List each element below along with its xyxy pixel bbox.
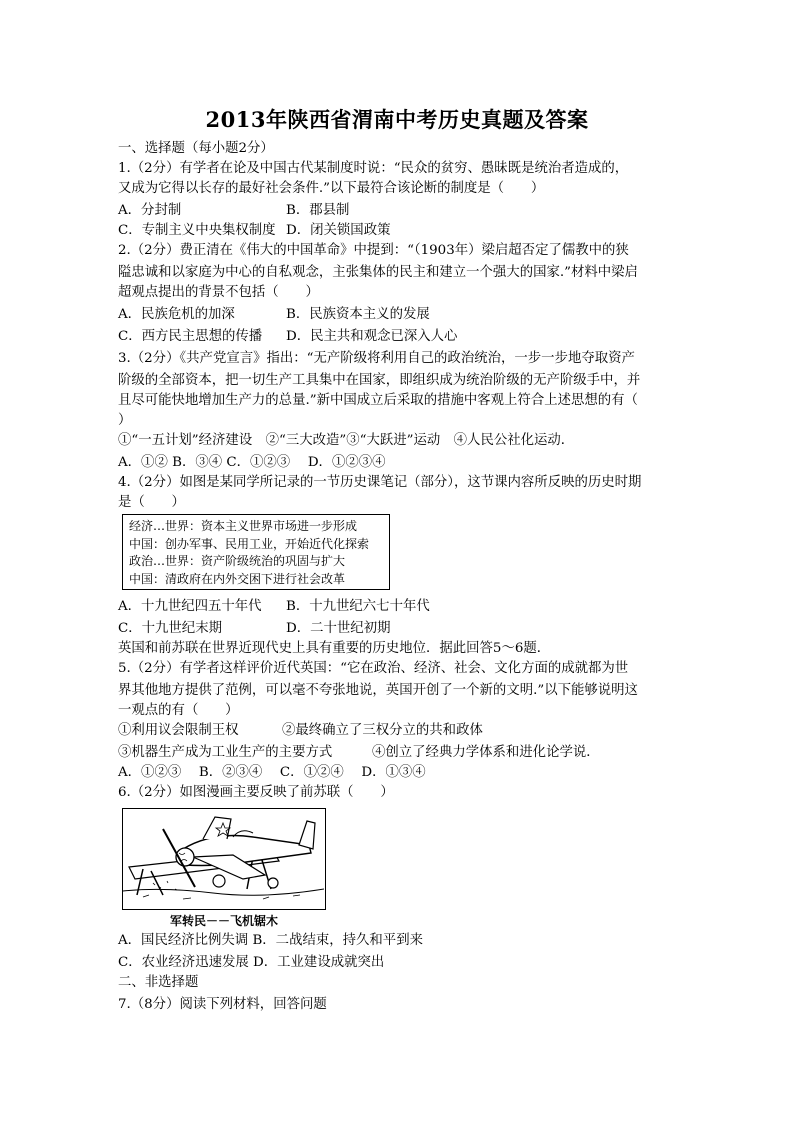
question-7-line-1: 7.（8分）阅读下列材料，回答问题 — [118, 997, 327, 1012]
question-5-line-1: 5.（2分）有学者这样评价近代英国：“它在政治、经济、社会、文化方面的成就都为世 — [118, 661, 629, 676]
intro-questions-5-6: 英国和前苏联在世界近现代史上具有重要的历史地位．据此回答5～6题． — [118, 641, 551, 656]
question-4-option-d: D．二十世纪初期 — [286, 621, 391, 636]
question-3-line-2: 阶级的全部资本，把一切生产工具集中在国家，即组织成为统治阶级的无产阶级手中，并 — [118, 373, 641, 388]
question-1-line-1: 1.（2分）有学者在论及中国古代某制度时说：“民众的贫穷、愚昧既是统治者造成的， — [118, 161, 629, 176]
notes-line: 中国：清政府在内外交困下进行社会改革 — [129, 571, 346, 586]
question-1-option-d: D．闭关锁国政策 — [286, 223, 391, 238]
question-1-option-b: B．郡县制 — [286, 203, 350, 218]
question-6-line-1: 6.（2分）如图漫画主要反映了前苏联（ ） — [118, 785, 394, 800]
question-2-line-2: 隘忠诚和以家庭为中心的自私观念，主张集体的民主和建立一个强大的国家.”材料中梁启 — [118, 265, 638, 280]
question-3-items: ①“一五计划”经济建设 ②“三大改造”③“大跃进”运动 ④人民公社化运动． — [118, 433, 575, 448]
notes-line: 经济…世界：资本主义世界市场进一步形成 — [129, 519, 358, 533]
question-3-line-3: 且尽可能快地增加生产力的总量.”新中国成立后采取的措施中客观上符合上述思想的有（ — [118, 393, 638, 408]
question-6-options-cd: C．农业经济迅速发展 D．工业建设成就突出 — [118, 955, 385, 970]
question-5-item-2: ②最终确立了三权分立的共和政体 — [282, 723, 483, 738]
question-1-line-2: 又成为它得以长存的最好社会条件.”以下最符合该论断的制度是（ ） — [118, 181, 545, 196]
question-3-line-4: ） — [118, 413, 132, 428]
question-4-option-c: C．十九世纪末期 — [118, 621, 222, 636]
section-heading-choice: 一、选择题（每小题2分） — [118, 141, 274, 156]
question-2-line-3: 超观点提出的背景不包括（ ） — [118, 285, 319, 300]
question-2-line-1: 2.（2分）费正清在《伟大的中国革命》中提到：“（1903年）梁启超否定了儒教中的狭 — [118, 243, 629, 258]
question-4-option-b: B．十九世纪六七十年代 — [286, 599, 430, 614]
question-1-option-c: C．专制主义中央集权制度 — [118, 223, 276, 238]
notes-line: 政治…世界：资产阶级统治的巩固与扩大 — [129, 554, 346, 568]
question-4-line-1: 4.（2分）如图是某同学所记录的一节历史课笔记（部分），这节课内容所反映的历史时期 — [118, 475, 642, 490]
question-4-option-a: A．十九世纪四五十年代 — [118, 599, 262, 614]
question-5-line-3: 一观点的有（ ） — [118, 703, 239, 718]
question-6-options-ab: A．国民经济比例失调 B．二战结束，持久和平到来 — [118, 933, 423, 948]
question-2-option-b: B．民族资本主义的发展 — [286, 307, 430, 322]
question-5-item-4: ④创立了经典力学体系和进化论学说． — [372, 745, 600, 760]
page-title: 2013年陕西省渭南中考历史真题及答案 — [205, 107, 589, 132]
airplane-saw-drawing — [123, 809, 324, 908]
question-5-item-1: ①利用议会限制王权 — [118, 723, 239, 738]
cartoon-caption: 军转民－－飞机锯木 — [170, 914, 279, 928]
question-3-options: A．①② B．③④ C．①②③ D．①②③④ — [118, 455, 386, 470]
question-2-option-a: A．民族危机的加深 — [118, 307, 235, 322]
question-2-option-d: D．民主共和观念已深入人心 — [286, 329, 458, 344]
section-heading-non-choice: 二、非选择题 — [118, 975, 199, 990]
question-5-item-3: ③机器生产成为工业生产的主要方式 — [118, 745, 333, 760]
class-notes-box — [122, 514, 390, 590]
airplane-cartoon — [122, 808, 326, 910]
question-3-line-1: 3.（2分）《共产党宣言》指出：“无产阶级将利用自己的政治统治，一步一步地夺取资产 — [118, 351, 635, 366]
question-2-option-c: C．西方民主思想的传播 — [118, 329, 263, 344]
question-5-options: A．①②③ B．②③④ C．①②④ D．①③④ — [118, 765, 426, 780]
notes-line: 中国：创办军事、民用工业，开始近代化探索 — [129, 536, 370, 551]
question-5-line-2: 界其他地方提供了范例，可以毫不夸张地说，英国开创了一个新的文明.”以下能够说明这 — [118, 683, 638, 698]
question-1-option-a: A．分封制 — [118, 203, 182, 218]
question-4-line-2: 是（ ） — [118, 495, 185, 510]
